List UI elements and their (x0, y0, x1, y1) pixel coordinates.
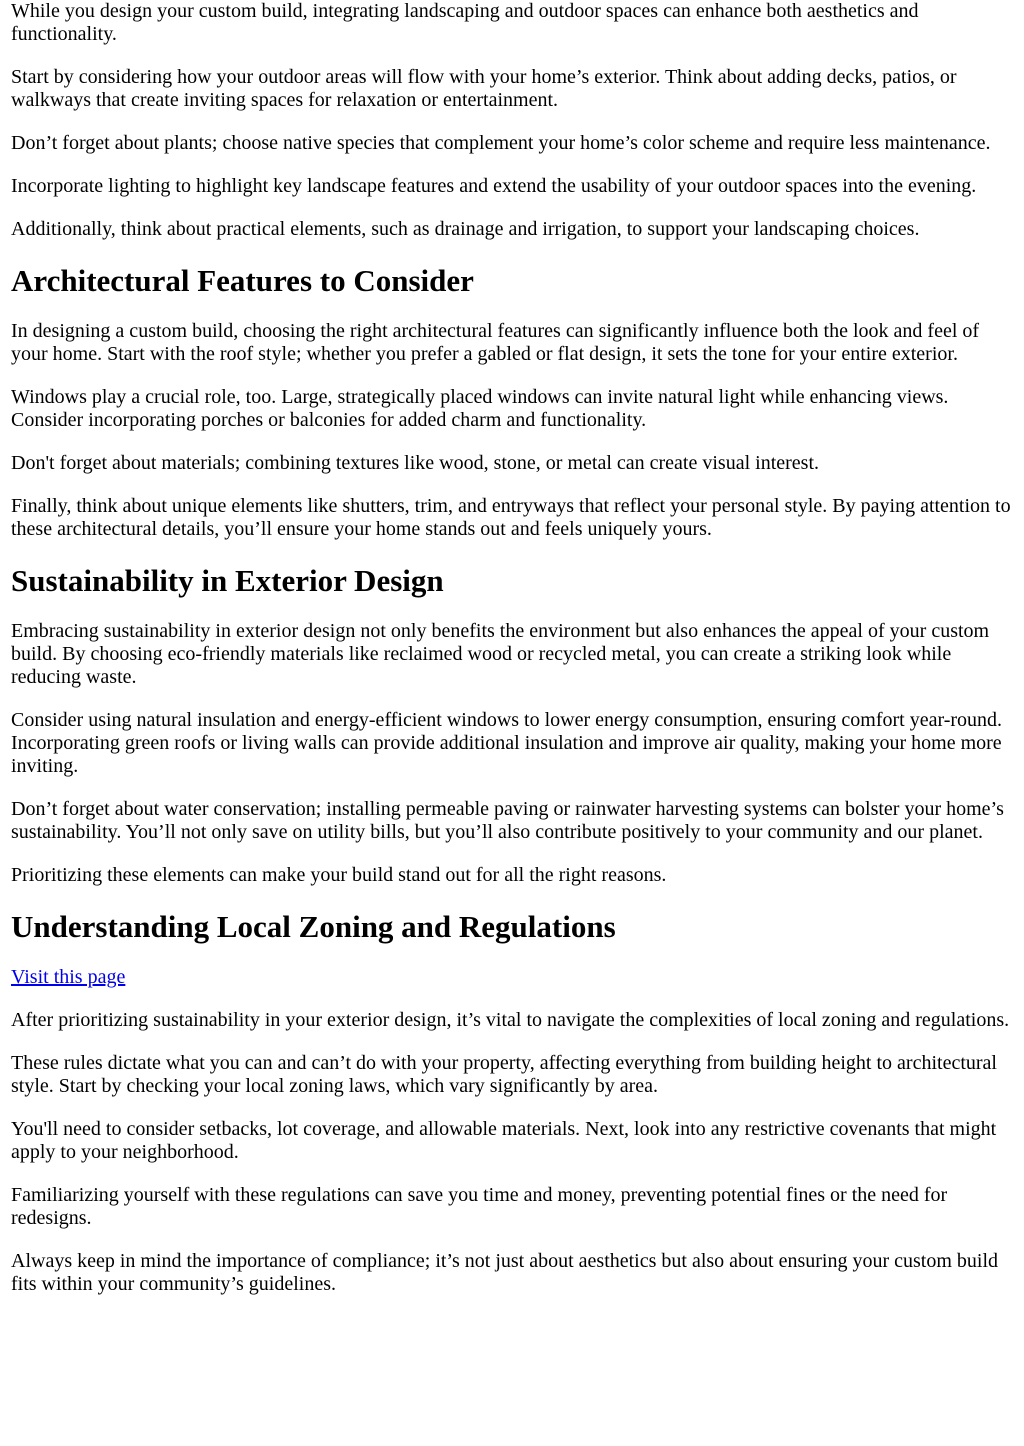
article (11, 0, 1013, 1296)
section-heading-zoning: Understanding Local Zoning and Regulations (11, 909, 616, 944)
paragraph: Don’t forget about plants; choose native species that complement your home’s color scheme and require less maintenance. (11, 132, 991, 154)
paragraph: Prioritizing these elements can make your build stand out for all the right reasons. (11, 864, 667, 886)
paragraph: Additionally, think about practical elements, such as drainage and irrigation, to support your landscaping choices. (11, 218, 920, 240)
paragraph: Always keep in mind the importance of compliance; it’s not just about aesthetics but also about ensuring your custom build fits within your community’s guidelines. (11, 1250, 999, 1295)
paragraph: Finally, think about unique elements like shutters, trim, and entryways that reflect your personal style. By paying attention to these architectural details, you’ll ensure your home stands out and feels uniquely yours. (11, 495, 1011, 540)
paragraph: Start by considering how your outdoor areas will flow with your home’s exterior. Think about adding decks, patios, or walkways that create inviting spaces for relaxation or entertainment. (11, 66, 957, 111)
paragraph: Familiarizing yourself with these regulations can save you time and money, preventing potential fines or the need for redesigns. (11, 1184, 948, 1229)
paragraph: While you design your custom build, integrating landscaping and outdoor spaces can enhance both aesthetics and functionality. (11, 0, 919, 45)
section-heading-architectural-features: Architectural Features to Consider (11, 263, 474, 298)
section-heading-sustainability: Sustainability in Exterior Design (11, 563, 444, 598)
paragraph: These rules dictate what you can and can’t do with your property, affecting everything from building height to architectural style. Start by checking your local zoning laws, which vary significantly by area. (11, 1052, 997, 1097)
paragraph: Don't forget about materials; combining textures like wood, stone, or metal can create visual interest. (11, 452, 819, 474)
paragraph: Embracing sustainability in exterior design not only benefits the environment but also enhances the appeal of your custom build. By choosing eco-friendly materials like reclaimed wood or recycled metal, you can create a striking look while reducing waste. (11, 620, 990, 688)
paragraph: You'll need to consider setbacks, lot coverage, and allowable materials. Next, look into any restrictive covenants that might apply to your neighborhood. (11, 1118, 997, 1163)
paragraph: Consider using natural insulation and energy-efficient windows to lower energy consumption, ensuring comfort year-round. Incorporating green roofs or living walls can provide additional insulation and improve air quality, making your home more inviting. (11, 709, 1003, 777)
paragraph: Don’t forget about water conservation; installing permeable paving or rainwater harvesting systems can bolster your home’s sustainability. You’ll not only save on utility bills, but you’ll also contribute positively to your community and our planet. (11, 798, 1004, 843)
paragraph: Incorporate lighting to highlight key landscape features and extend the usability of your outdoor spaces into the evening. (11, 175, 977, 197)
paragraph: After prioritizing sustainability in your exterior design, it’s vital to navigate the complexities of local zoning and regulations. (11, 1009, 1010, 1031)
paragraph: In designing a custom build, choosing the right architectural features can significantly influence both the look and feel of your home. Start with the roof style; whether you prefer a gabled or flat design, it sets the tone for your entire exterior. (11, 320, 980, 365)
link-paragraph (11, 966, 1013, 989)
visit-page-link[interactable]: Visit this page (11, 966, 126, 988)
paragraph: Windows play a crucial role, too. Large, strategically placed windows can invite natural light while enhancing views. Consider incorporating porches or balconies for added charm and functionality. (11, 386, 949, 431)
